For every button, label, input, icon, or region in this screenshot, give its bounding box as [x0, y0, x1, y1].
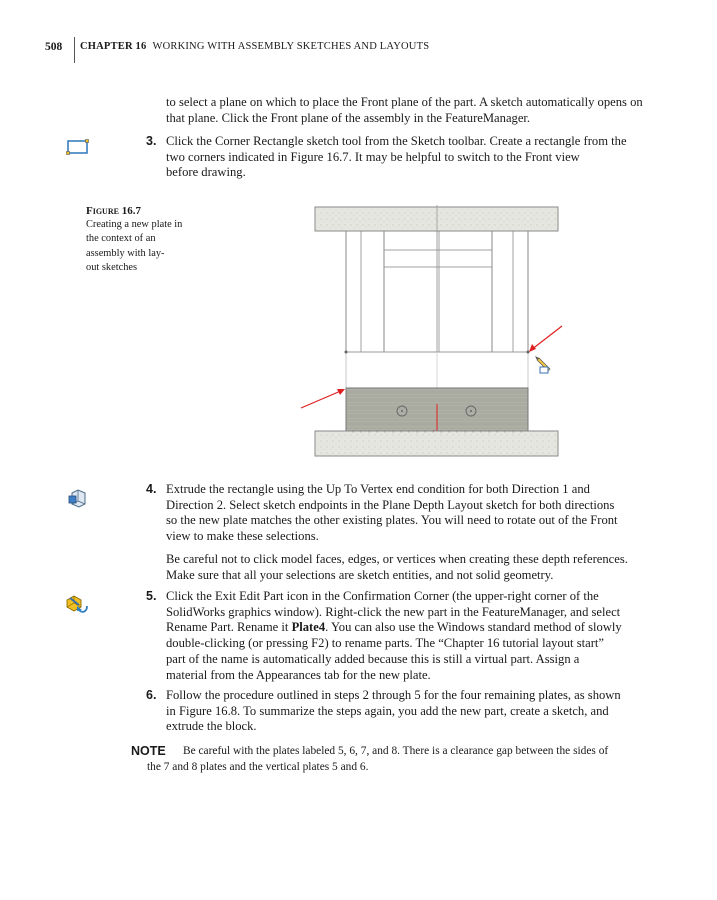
page-number: 508 [45, 41, 63, 53]
text-line: two corners indicated in Figure 16.7. It may be helpful to switch to the Front view [166, 149, 580, 164]
step-6-text [166, 688, 666, 735]
caption-line: the context of an [86, 233, 156, 245]
caption-line: Creating a new plate in [86, 219, 183, 231]
figure-title: Figure 16.7 [86, 205, 141, 217]
text-line: material from the Appearances tab for the new plate. [166, 667, 431, 682]
text-line: Click the Corner Rectangle sketch tool from the Sketch toolbar. Create a rectangle from the [166, 134, 627, 148]
text-line: extrude the block. [166, 719, 257, 734]
right-vertical-plate [492, 231, 528, 352]
text-line: part of the name is automatically added because this is still a virtual part. Assign a [166, 651, 580, 666]
text-line: double-clicking (or pressing F2) to rename parts. The “Chapter 16 tutorial layout start” [166, 636, 604, 651]
step-4-text [166, 482, 666, 583]
text-span: . You can also use the Windows standard method of slowly [325, 620, 622, 635]
note-label: NOTE [131, 744, 166, 758]
text-line: Direction 2. Select sketch endpoints in the Plane Depth Layout sketch for both directions [166, 497, 615, 512]
exit-edit-part-icon [64, 592, 90, 621]
step-5-text [166, 589, 666, 683]
running-header [80, 41, 429, 52]
figure-caption [86, 204, 204, 275]
text-line: SolidWorks graphics window). Right-click the new part in the FeatureManager, and select [166, 604, 621, 619]
part-name: Plate4 [291, 620, 326, 635]
text-line: Follow the procedure outlined in steps 2 through 5 for the four remaining plates, as shown [166, 688, 621, 702]
note-line: the 7 and 8 plates and the vertical plates 5 and 6. [147, 761, 369, 773]
intro-paragraph: to select a plane on which to place the Front plane of the part. A sketch automatically opens on that plane. Click the Front plane of the assembly in the FeatureManager. [166, 95, 643, 125]
text-span: Rename Part. Rename it [166, 620, 292, 635]
base-plate [315, 431, 558, 456]
text-line: Make sure that all your selections are sketch entities, and not solid geometry. [166, 567, 554, 582]
step-number: 5. [146, 589, 157, 603]
caption-line: assembly with lay- [86, 247, 165, 259]
caption-line: out sketches [86, 261, 138, 273]
chapter-label: CHAPTER 16 [80, 41, 147, 52]
step-3-text [166, 134, 666, 181]
header-divider [74, 37, 75, 63]
step-number: 6. [146, 688, 157, 702]
chapter-title: WORKING WITH ASSEMBLY SKETCHES AND LAYOUTS [152, 41, 430, 52]
extrude-icon [68, 486, 88, 513]
left-vertical-plate [346, 231, 384, 352]
text-line: so the new plate matches the other existing plates. You will need to rotate out of the Front [166, 513, 618, 528]
text-line: Click the Exit Edit Part icon in the Confirmation Corner (the upper-right corner of the [166, 589, 599, 603]
note-line: Be careful with the plates labeled 5, 6, 7, and 8. There is a clearance gap between the sides of [183, 745, 609, 757]
text-line: Extrude the rectangle using the Up To Vertex end condition for both Direction 1 and [166, 482, 590, 496]
step-number: 3. [146, 134, 157, 148]
text-line: view to make these selections. [166, 529, 319, 544]
text-line: Be careful not to click model faces, edges, or vertices when creating these depth references. [166, 551, 628, 566]
text-line [166, 620, 666, 636]
top-plate [315, 207, 558, 231]
corner-rectangle-icon [66, 138, 90, 161]
pencil-cursor-icon [535, 356, 550, 373]
step-number: 4. [146, 482, 157, 496]
figure-16-7 [290, 200, 590, 471]
text-line: in Figure 16.8. To summarize the steps again, you add the new part, create a sketch, and [166, 703, 609, 718]
text-line: before drawing. [166, 165, 246, 180]
